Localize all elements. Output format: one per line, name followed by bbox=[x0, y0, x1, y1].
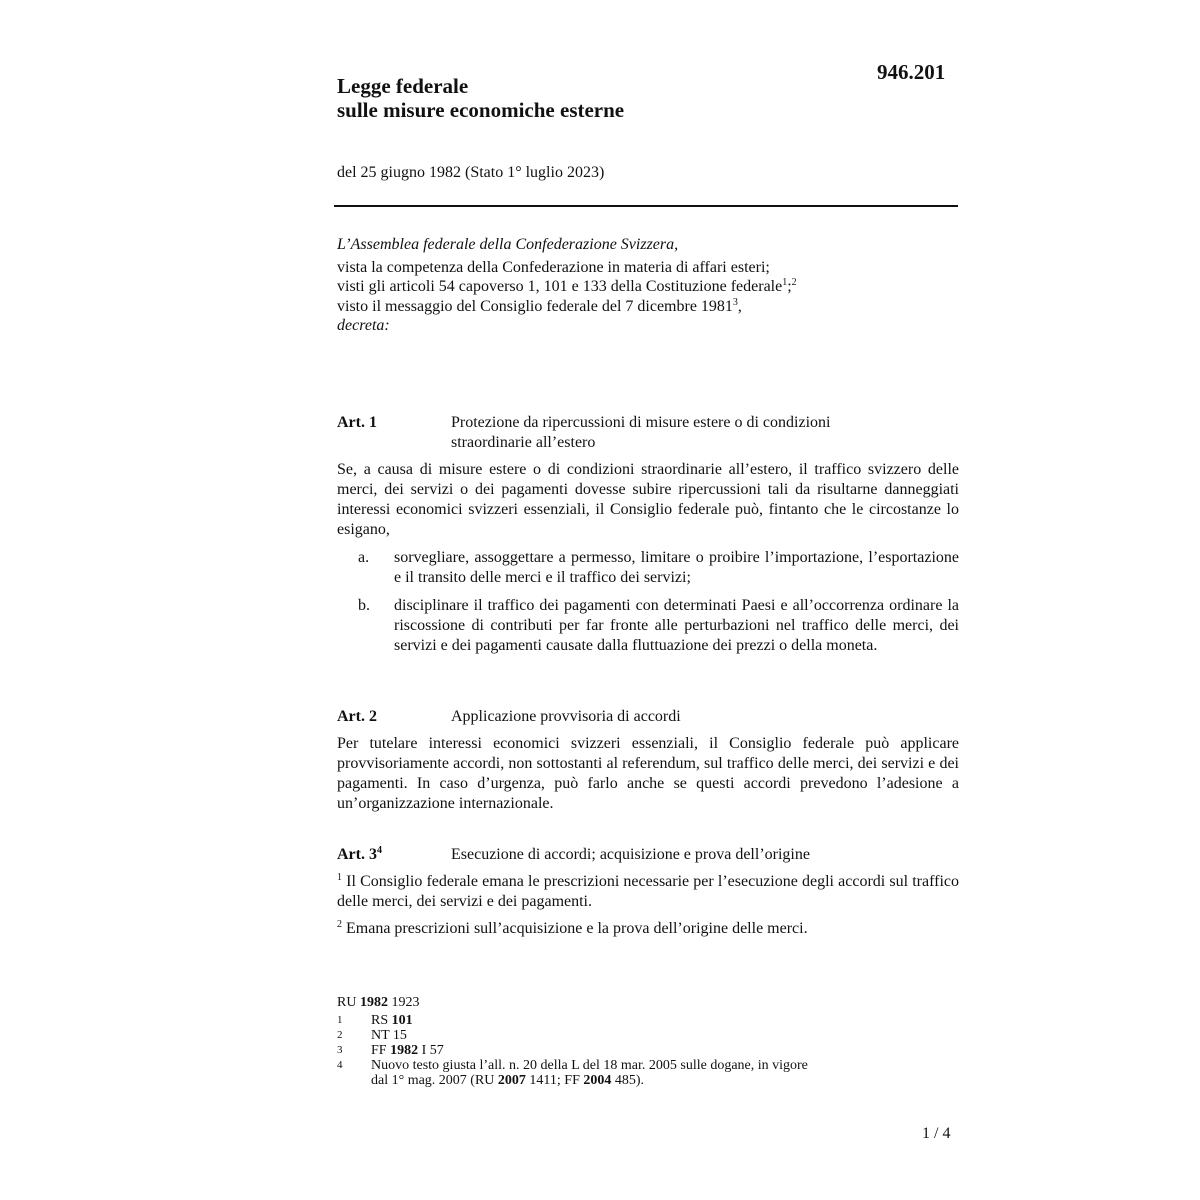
article-3-title: Esecuzione di accordi; acquisizione e prova dell’origine bbox=[451, 846, 810, 863]
article-1-paragraph: Se, a causa di misure estere o di condizioni straordinarie all’estero, il traffico svizzero delle merci, dei servizi o dei pagamenti dovesse subire ripercussioni tali da risultarne danneggiati interessi economici svizzeri essenziali, il Consiglio federale può, fintanto che le circostanze lo esigano, bbox=[337, 461, 959, 538]
list-item-b-text: disciplinare il traffico dei pagamenti con determinati Paesi e all’occorrenza ordinare la riscossione di contributi per far fronte alle perturbazioni nel traffico delle merci, dei servizi e dei pagamenti causate dalla fluttuazione dei prezzi o della moneta. bbox=[394, 597, 959, 654]
preamble-line-2-sep: ; bbox=[787, 278, 792, 295]
article-1-title bbox=[451, 413, 959, 453]
list-item-b-label: b. bbox=[358, 597, 370, 614]
footnote-4-number: 4 bbox=[337, 1059, 343, 1071]
footnote-ref-4: 4 bbox=[376, 845, 382, 856]
article-1-heading bbox=[337, 413, 959, 453]
footnote-1-a: RS bbox=[371, 1013, 389, 1028]
footnote-3-number: 3 bbox=[337, 1044, 343, 1056]
list-item-a bbox=[337, 548, 959, 588]
footnote-2-a: NT 15 bbox=[371, 1028, 407, 1043]
footnote-4-line2-e: 485). bbox=[614, 1073, 645, 1088]
preamble-line-1: vista la competenza della Confederazione in materia di affari esteri; bbox=[337, 258, 770, 276]
ru-prefix: RU bbox=[337, 995, 357, 1010]
law-title-line1: Legge federale bbox=[337, 74, 469, 98]
article-3-number bbox=[337, 845, 382, 865]
article-3-paragraph-1 bbox=[337, 872, 959, 912]
list-item-a-label: a. bbox=[358, 549, 370, 566]
footnote-4-line1: Nuovo testo giusta l’all. n. 20 della L del 18 mar. 2005 sulle dogane, in vigore bbox=[371, 1058, 808, 1073]
article-2-heading bbox=[337, 707, 959, 727]
article-1 bbox=[337, 413, 959, 656]
ru-page: 1923 bbox=[391, 995, 420, 1010]
footnote-4-line2-a: dal 1° mag. 2007 (RU bbox=[371, 1073, 495, 1088]
list-item-a-text: sorvegliare, assoggettare a permesso, limitare o proibire l’importazione, l’esportazione e il transito delle merci e il traffico dei servizi; bbox=[394, 549, 959, 586]
article-1-list bbox=[337, 548, 959, 656]
footnote-2 bbox=[337, 1028, 897, 1043]
footnote-1-b: 101 bbox=[391, 1013, 413, 1028]
article-1-title-line2: straordinarie all’estero bbox=[451, 434, 596, 451]
footnote-ref-2: 2 bbox=[791, 277, 797, 288]
footnote-3-b: 1982 bbox=[390, 1043, 419, 1058]
article-2 bbox=[337, 707, 959, 814]
preamble-line-3-end: , bbox=[737, 297, 742, 315]
footnotes bbox=[337, 995, 897, 1088]
footnote-4-line2-d: 2004 bbox=[583, 1073, 612, 1088]
article-3-paragraph-2-text: Emana prescrizioni sull’acquisizione e la prova dell’origine delle merci. bbox=[342, 920, 808, 937]
article-2-number: Art. 2 bbox=[337, 708, 377, 725]
preamble bbox=[337, 235, 959, 336]
article-3 bbox=[337, 845, 959, 939]
header-divider bbox=[334, 205, 958, 207]
paragraph-number-2: 2 bbox=[337, 919, 342, 930]
preamble-assembly: L’Assemblea federale della Confederazione Svizzera, bbox=[337, 236, 679, 253]
footnote-4-line2-c: 1411; FF bbox=[529, 1073, 580, 1088]
list-item-b bbox=[337, 596, 959, 656]
footnote-3-c: I 57 bbox=[421, 1043, 444, 1058]
preamble-line-2-text: visti gli articoli 54 capoverso 1, 101 e 133 della Costituzione federale bbox=[337, 278, 783, 295]
preamble-line-3-text: visto il messaggio del Consiglio federale del 7 dicembre 1981 bbox=[337, 297, 733, 315]
footnote-4 bbox=[337, 1058, 897, 1088]
law-title bbox=[337, 74, 624, 122]
article-2-paragraph: Per tutelare interessi economici svizzeri essenziali, il Consiglio federale può applicare provvisoriamente accordi, non sottostanti al referendum, sul traffico delle merci, dei servizi e dei pagamenti. In caso d’urgenza, può farlo anche se questi accordi prevedono l’adesione a un’organizzazione internazionale. bbox=[337, 735, 959, 812]
article-3-paragraph-2 bbox=[337, 919, 959, 939]
footnote-ru-reference bbox=[337, 995, 897, 1010]
footnote-3-a: FF bbox=[371, 1043, 387, 1058]
preamble-line-2 bbox=[337, 277, 959, 297]
article-2-title: Applicazione provvisoria di accordi bbox=[451, 708, 681, 725]
footnote-ref-3: 3 bbox=[732, 296, 738, 308]
law-title-line2: sulle misure economiche esterne bbox=[337, 98, 625, 122]
article-3-number-text: Art. 3 bbox=[337, 846, 377, 863]
footnote-ref-1: 1 bbox=[782, 277, 788, 288]
article-1-title-line1: Protezione da ripercussioni di misure estere o di condizioni bbox=[451, 414, 831, 431]
footnote-2-number: 2 bbox=[337, 1029, 343, 1041]
article-1-number: Art. 1 bbox=[337, 414, 377, 431]
footnote-4-line2-b: 2007 bbox=[497, 1073, 526, 1088]
preamble-decree: decreta: bbox=[337, 317, 390, 334]
sr-number: 946.201 bbox=[877, 60, 946, 84]
paragraph-number-1: 1 bbox=[337, 872, 342, 883]
footnote-1 bbox=[337, 1013, 897, 1028]
article-3-heading bbox=[337, 845, 959, 865]
ru-year: 1982 bbox=[359, 995, 388, 1010]
law-date: del 25 giugno 1982 (Stato 1° luglio 2023) bbox=[337, 164, 605, 181]
footnote-3 bbox=[337, 1043, 897, 1058]
preamble-line-3 bbox=[337, 297, 959, 317]
footnote-1-number: 1 bbox=[337, 1014, 343, 1026]
page-number: 1 / 4 bbox=[922, 1125, 951, 1142]
footnote-4-line2 bbox=[371, 1073, 897, 1088]
article-3-paragraph-1-text: Il Consiglio federale emana le prescrizioni necessarie per l’esecuzione degli accordi sul traffico delle merci, dei servizi e dei pagamenti. bbox=[337, 873, 959, 910]
